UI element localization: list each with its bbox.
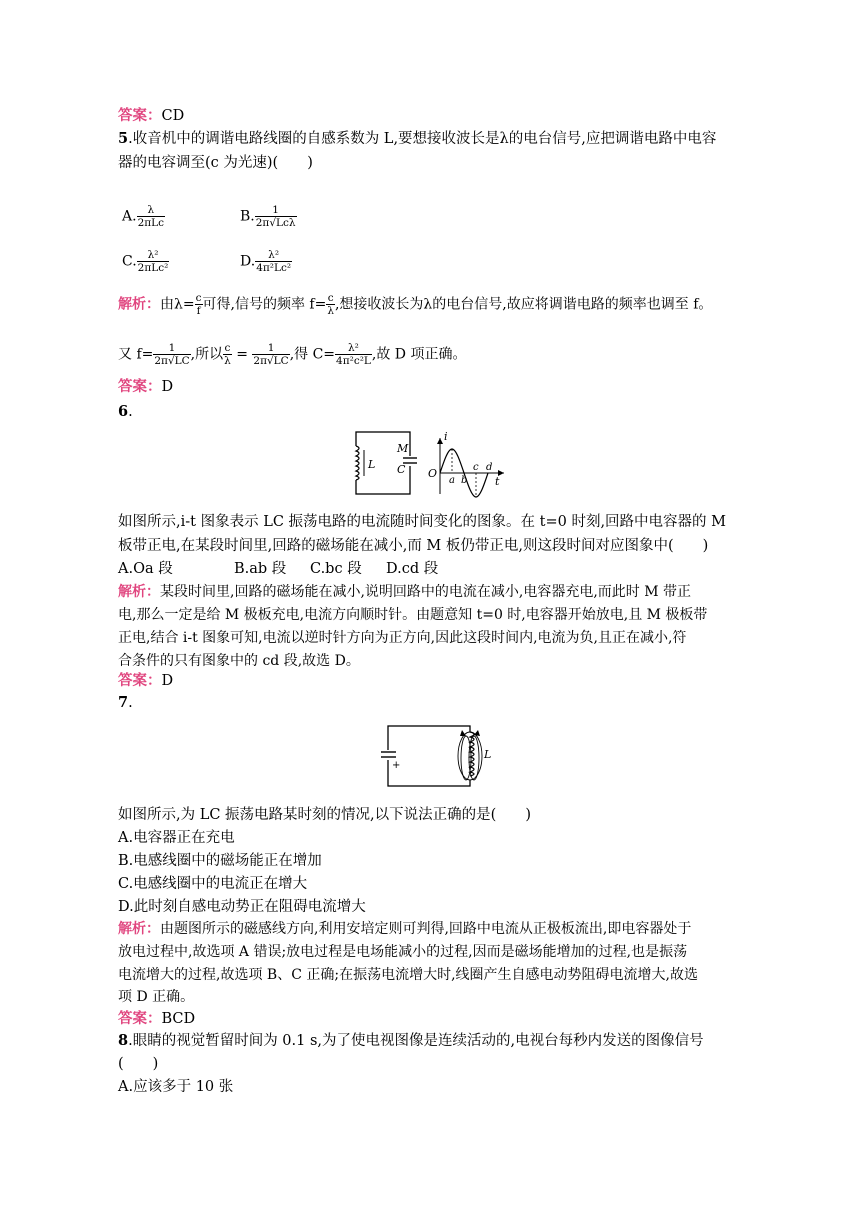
q4-answer: CD — [161, 108, 185, 124]
fraction: $\frac{\text{λ²}}{\text{2πLc²}}$ — [137, 249, 169, 274]
fraction: $\frac{1}{2\pi√LC}$ — [253, 342, 289, 367]
q6-point-a: a — [449, 475, 455, 486]
q7-number: 7 — [118, 694, 129, 711]
q7-answer-line: 答案：BCD — [118, 1011, 196, 1027]
q6-point-b: b — [461, 475, 468, 486]
q6-stem-line2: 板带正电,在某段时间里,回路的磁场能在减小,而 M 板仍带正电,则这段时间对应图象中( ) — [118, 538, 709, 554]
q7-analysis-line1: 解析：由题图所示的磁感线方向,利用安培定则可判得,回路中电流从正极板流出,即电容器处于 — [118, 921, 692, 937]
q7-number-line: 7. — [118, 694, 133, 711]
q7-analysis-line2: 放电过程中,故选项 A 错误;放电过程是电场能减小的过程,因而是磁场能增加的过程,也是振荡 — [118, 944, 688, 960]
q5-option-c: C. $\frac{\text{λ²}}{\text{2πLc²}}$ — [122, 249, 169, 274]
q6-stem-line1: 如图所示,i-t 图象表示 LC 振荡电路的电流随时间变化的图象。在 t=0 时刻,回路中电容器的 M — [118, 514, 727, 530]
q6-options — [118, 560, 438, 578]
q7-lc-circuit-figure — [380, 720, 490, 792]
q7-label-l: L — [484, 748, 492, 761]
q4-answer-line — [118, 107, 184, 125]
q5-stem-line2: 器的电容调至(c 为光速)( ) — [118, 155, 313, 171]
q5-answer-line: 答案：D — [118, 379, 174, 395]
analysis-label: 解析： — [118, 296, 160, 313]
fraction: $\frac{c}{\lambda}$ — [224, 342, 231, 367]
q7-option-a: A.电容器正在充电 — [118, 830, 235, 846]
q6-analysis-line4: 合条件的只有图象中的 cd 段,故选 D。 — [118, 653, 360, 669]
q7-stem: 如图所示,为 LC 振荡电路某时刻的情况,以下说法正确的是( ) — [118, 807, 531, 823]
q8-number: 8 — [118, 1032, 129, 1049]
q5-option-b: B. $\frac{1}{\text{2π√Lcλ}}$ — [240, 204, 296, 229]
q5-stem-text1: .收音机中的调谐电路线圈的自感系数为 L,要想接收波长是λ的电台信号,应把调谐电路中电容 — [128, 131, 717, 147]
q6-point-c: c — [473, 462, 479, 473]
q8-option-a: A.应该多于 10 张 — [118, 1079, 234, 1095]
fraction: $\frac{\lambda}{\text{2πLc}}$ — [137, 204, 164, 229]
q6-number: 6 — [118, 403, 129, 420]
q7-option-d: D.此时刻自感电动势正在阻碍电流增大 — [118, 899, 366, 915]
fraction: $\frac{c}{\lambda}$ — [327, 292, 334, 317]
q6-point-d: d — [486, 462, 493, 473]
q5-analysis-line2: 又 f= $\frac{1}{2\pi√LC}$ ,所以 $\frac{c}{\lambda}$ = $\frac{1}{2\pi√LC}$ ,得 C= $\frac{\text{λ²}}{\text{4π²c²L}}$ ,故 D 项正确。 — [118, 342, 467, 367]
q6-analysis-line2: 电,那么一定是给 M 极板充电,电流方向顺时针。由题意知 t=0 时,电容器开始放电,且 M 极板带 — [118, 607, 708, 623]
fraction: $\frac{\text{λ²}}{\text{4π²c²L}}$ — [336, 342, 371, 367]
q5-option-d: D. $\frac{\text{λ²}}{\text{4π²Lc²}}$ — [240, 249, 292, 274]
q6-axis-i: i — [444, 430, 448, 443]
q6-option-c: C.bc 段 — [310, 561, 362, 577]
q6-answer-line: 答案：D — [118, 673, 174, 689]
answer-label: 答案： — [118, 108, 162, 124]
q6-number-line: 6. — [118, 403, 133, 420]
q6-lc-circuit-figure — [352, 428, 512, 500]
q6-origin-o: O — [428, 467, 438, 480]
q5-option-a: A. $\frac{\lambda}{\text{2πLc}}$ — [122, 204, 164, 229]
q6-analysis-line1: 解析：某段时间里,回路的磁场能在减小,说明回路中的电流在减小,电容器充电,而此时 M 带正 — [118, 584, 692, 600]
q5-answer: D — [161, 379, 174, 395]
q5-number: 5 — [118, 130, 129, 147]
fraction: $\frac{\text{λ²}}{\text{4π²Lc²}}$ — [256, 249, 292, 274]
q8-stem-line2: ( ) — [118, 1056, 159, 1072]
q7-analysis-line4: 项 D 正确。 — [118, 989, 195, 1005]
q6-option-d: D.cd 段 — [386, 561, 439, 577]
q6-option-b: B.ab 段 — [234, 561, 287, 577]
q6-answer: D — [161, 673, 174, 689]
q7-answer: BCD — [161, 1011, 196, 1027]
q6-analysis-line3: 正电,结合 i-t 图象可知,电流以逆时针方向为正方向,因此这段时间内,电流为负,且正在减小,符 — [118, 630, 687, 646]
fraction: $\frac{1}{2\pi√LC}$ — [154, 342, 190, 367]
q7-option-b: B.电感线圈中的磁场能正在增加 — [118, 853, 322, 869]
q8-stem-line1: 8.眼睛的视觉暂留时间为 0.1 s,为了使电视图像是连续活动的,电视台每秒内发送的图像信号 — [118, 1032, 704, 1049]
q5-analysis-line1: 解析：由λ= $\frac{c}{f}$ 可得,信号的频率 f= $\frac{c}{\lambda}$ ,想接收波长为λ的电台信号,故应将调谐电路的频率也调至 f。 — [118, 292, 713, 317]
fraction: $\frac{1}{\text{2π√Lcλ}}$ — [255, 204, 296, 229]
q6-label-l: L — [368, 458, 376, 471]
q7-figure-svg — [380, 720, 490, 792]
q6-label-c: C — [397, 463, 406, 476]
q7-plus-sign: + — [392, 760, 401, 771]
q6-axis-t: t — [495, 475, 500, 488]
q7-option-c: C.电感线圈中的电流正在增大 — [118, 876, 308, 892]
q6-option-a: A.Oa 段 — [118, 561, 173, 577]
q5-stem-line1 — [118, 130, 716, 148]
q7-analysis-line3: 电流增大的过程,故选项 B、C 正确;在振荡电流增大时,线圈产生自感电动势阻碍电流增大,故选 — [118, 967, 698, 983]
fraction: $\frac{c}{f}$ — [195, 292, 202, 317]
q6-label-m: M — [397, 442, 409, 455]
